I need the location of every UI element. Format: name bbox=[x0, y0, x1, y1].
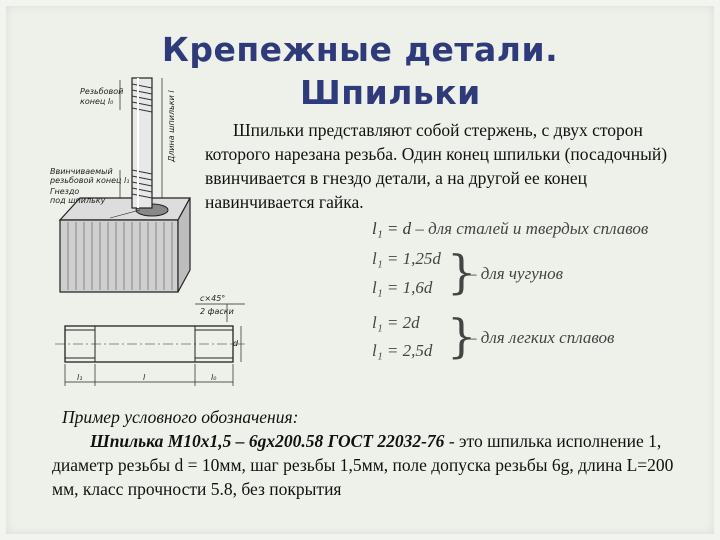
label-stud-length: Длина шпильки l bbox=[167, 90, 176, 162]
example-explanation: - это шпилька исполнение 1, диаметр резьбы d = 10мм, шаг резьбы 1,5мм, поле допуска резьбы 6g, длина L=200 мм, класс прочности 5.8, без покрытия bbox=[52, 431, 674, 499]
label-d: d bbox=[233, 339, 239, 348]
svg-text:под шпильку: под шпильку bbox=[50, 196, 106, 205]
stud-dimension-drawing bbox=[55, 292, 250, 392]
example-text bbox=[52, 429, 692, 501]
brace-light: } bbox=[447, 309, 477, 363]
slide-title: Крепежные детали. bbox=[161, 30, 559, 69]
label-l: l bbox=[143, 373, 146, 382]
svg-text:конец l₀: конец l₀ bbox=[80, 97, 114, 106]
formula-cast-iron-2: l₁ = 1,6d bbox=[372, 278, 433, 297]
label-l1: l₁ bbox=[77, 373, 83, 382]
example-designation: Шпилька М10х1,5 – 6gх200.58 ГОСТ 22032-76 bbox=[90, 431, 445, 451]
label-chamfer-note: 2 фаски bbox=[200, 307, 234, 316]
slide-subtitle: Шпильки bbox=[300, 73, 481, 112]
formula-light-1: l₁ = 2d bbox=[372, 313, 420, 332]
formula-cast-iron-1: l₁ = 1,25d bbox=[372, 249, 441, 268]
brace-cast-iron: } bbox=[447, 245, 477, 299]
label-screw-end: Ввинчиваемый bbox=[50, 167, 113, 176]
formula-steel: l₁ = d – для сталей и твердых сплавов bbox=[372, 219, 649, 238]
description-paragraph: Шпильки представляют собой стержень, с двух сторон которого нарезана резьба. Один конец шпильки (посадочный) ввинчивается в гнездо детали, а на другой ее конец навинчивается гайка. bbox=[205, 120, 668, 212]
svg-text:резьбовой конец l₁: резьбовой конец l₁ bbox=[50, 176, 130, 185]
note-light: – для легких сплавов bbox=[468, 328, 615, 347]
label-chamfer: c×45° bbox=[200, 294, 226, 303]
stud-assembly-drawing bbox=[50, 70, 200, 295]
label-thread-end: Резьбовой bbox=[80, 87, 124, 96]
example-heading: Пример условного обозначения: bbox=[62, 407, 299, 427]
note-cast-iron: – для чугунов bbox=[468, 264, 564, 283]
formula-light-2: l₁ = 2,5d bbox=[372, 341, 433, 360]
label-socket: Гнездо bbox=[50, 187, 80, 196]
example-block bbox=[52, 405, 692, 501]
label-l0: l₀ bbox=[211, 373, 217, 382]
